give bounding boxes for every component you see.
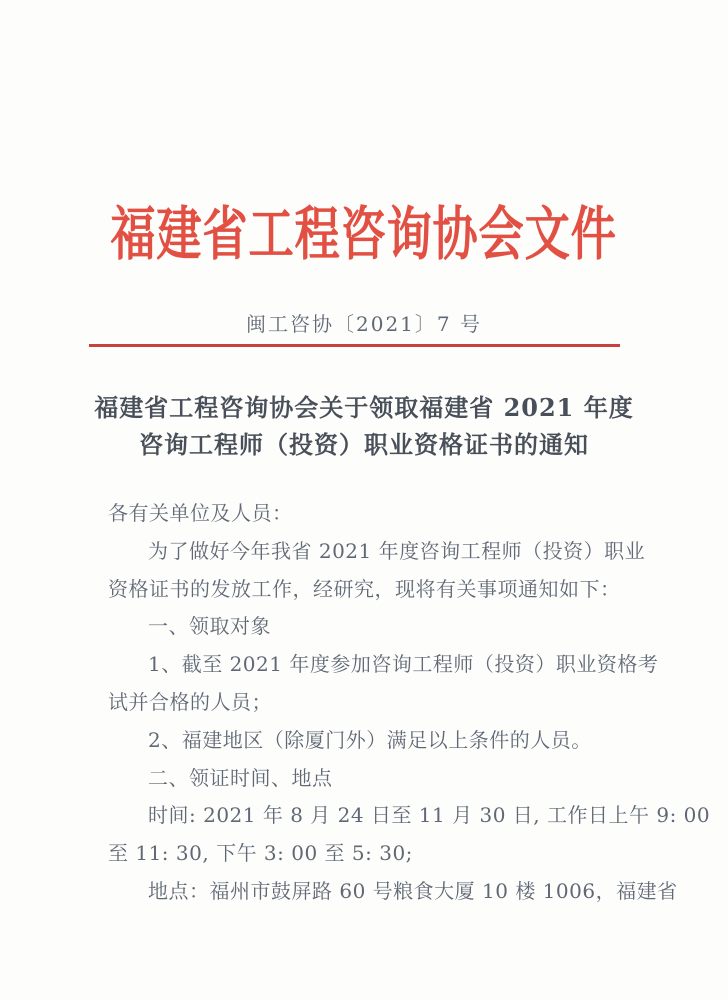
notice-title-line2: 咨询工程师（投资）职业资格证书的通知: [139, 430, 589, 459]
body-line: 时间: 2021 年 8 月 24 日至 11 月 30 日, 工作日上午 9: 00: [148, 803, 711, 828]
body-line: 资格证书的发放工作，经研究，现将有关事项通知如下：: [108, 576, 621, 601]
body-line: 为了做好今年我省 2021 年度咨询工程师（投资）职业: [148, 538, 646, 563]
body-line: 地点：福州市鼓屏路 60 号粮食大厦 10 楼 1006，福建省: [148, 878, 678, 903]
body-line: 试并合格的人员；: [108, 689, 272, 714]
masthead-title-text: 福建省工程咨询协会文件: [110, 200, 618, 268]
body-line: 1、截至 2021 年度参加咨询工程师（投资）职业资格考: [148, 652, 659, 677]
body-line: 一、领取对象: [148, 614, 271, 639]
body-line: 二、领证时间、地点: [148, 765, 333, 790]
red-separator-rule: [89, 344, 620, 347]
body-text: [108, 495, 711, 911]
body-line: 2、福建地区（除厦门外）满足以上条件的人员。: [148, 727, 592, 752]
notice-title: [54, 389, 674, 463]
doc-number: 闽工咨协〔2021〕7 号: [246, 312, 482, 336]
masthead-title: [0, 198, 728, 270]
body-line: 各有关单位及人员：: [108, 501, 293, 525]
notice-title-line1: 福建省工程咨询协会关于领取福建省 2021 年度: [94, 393, 634, 422]
body-line: 至 11: 30, 下午 3: 00 至 5: 30;: [108, 841, 413, 866]
